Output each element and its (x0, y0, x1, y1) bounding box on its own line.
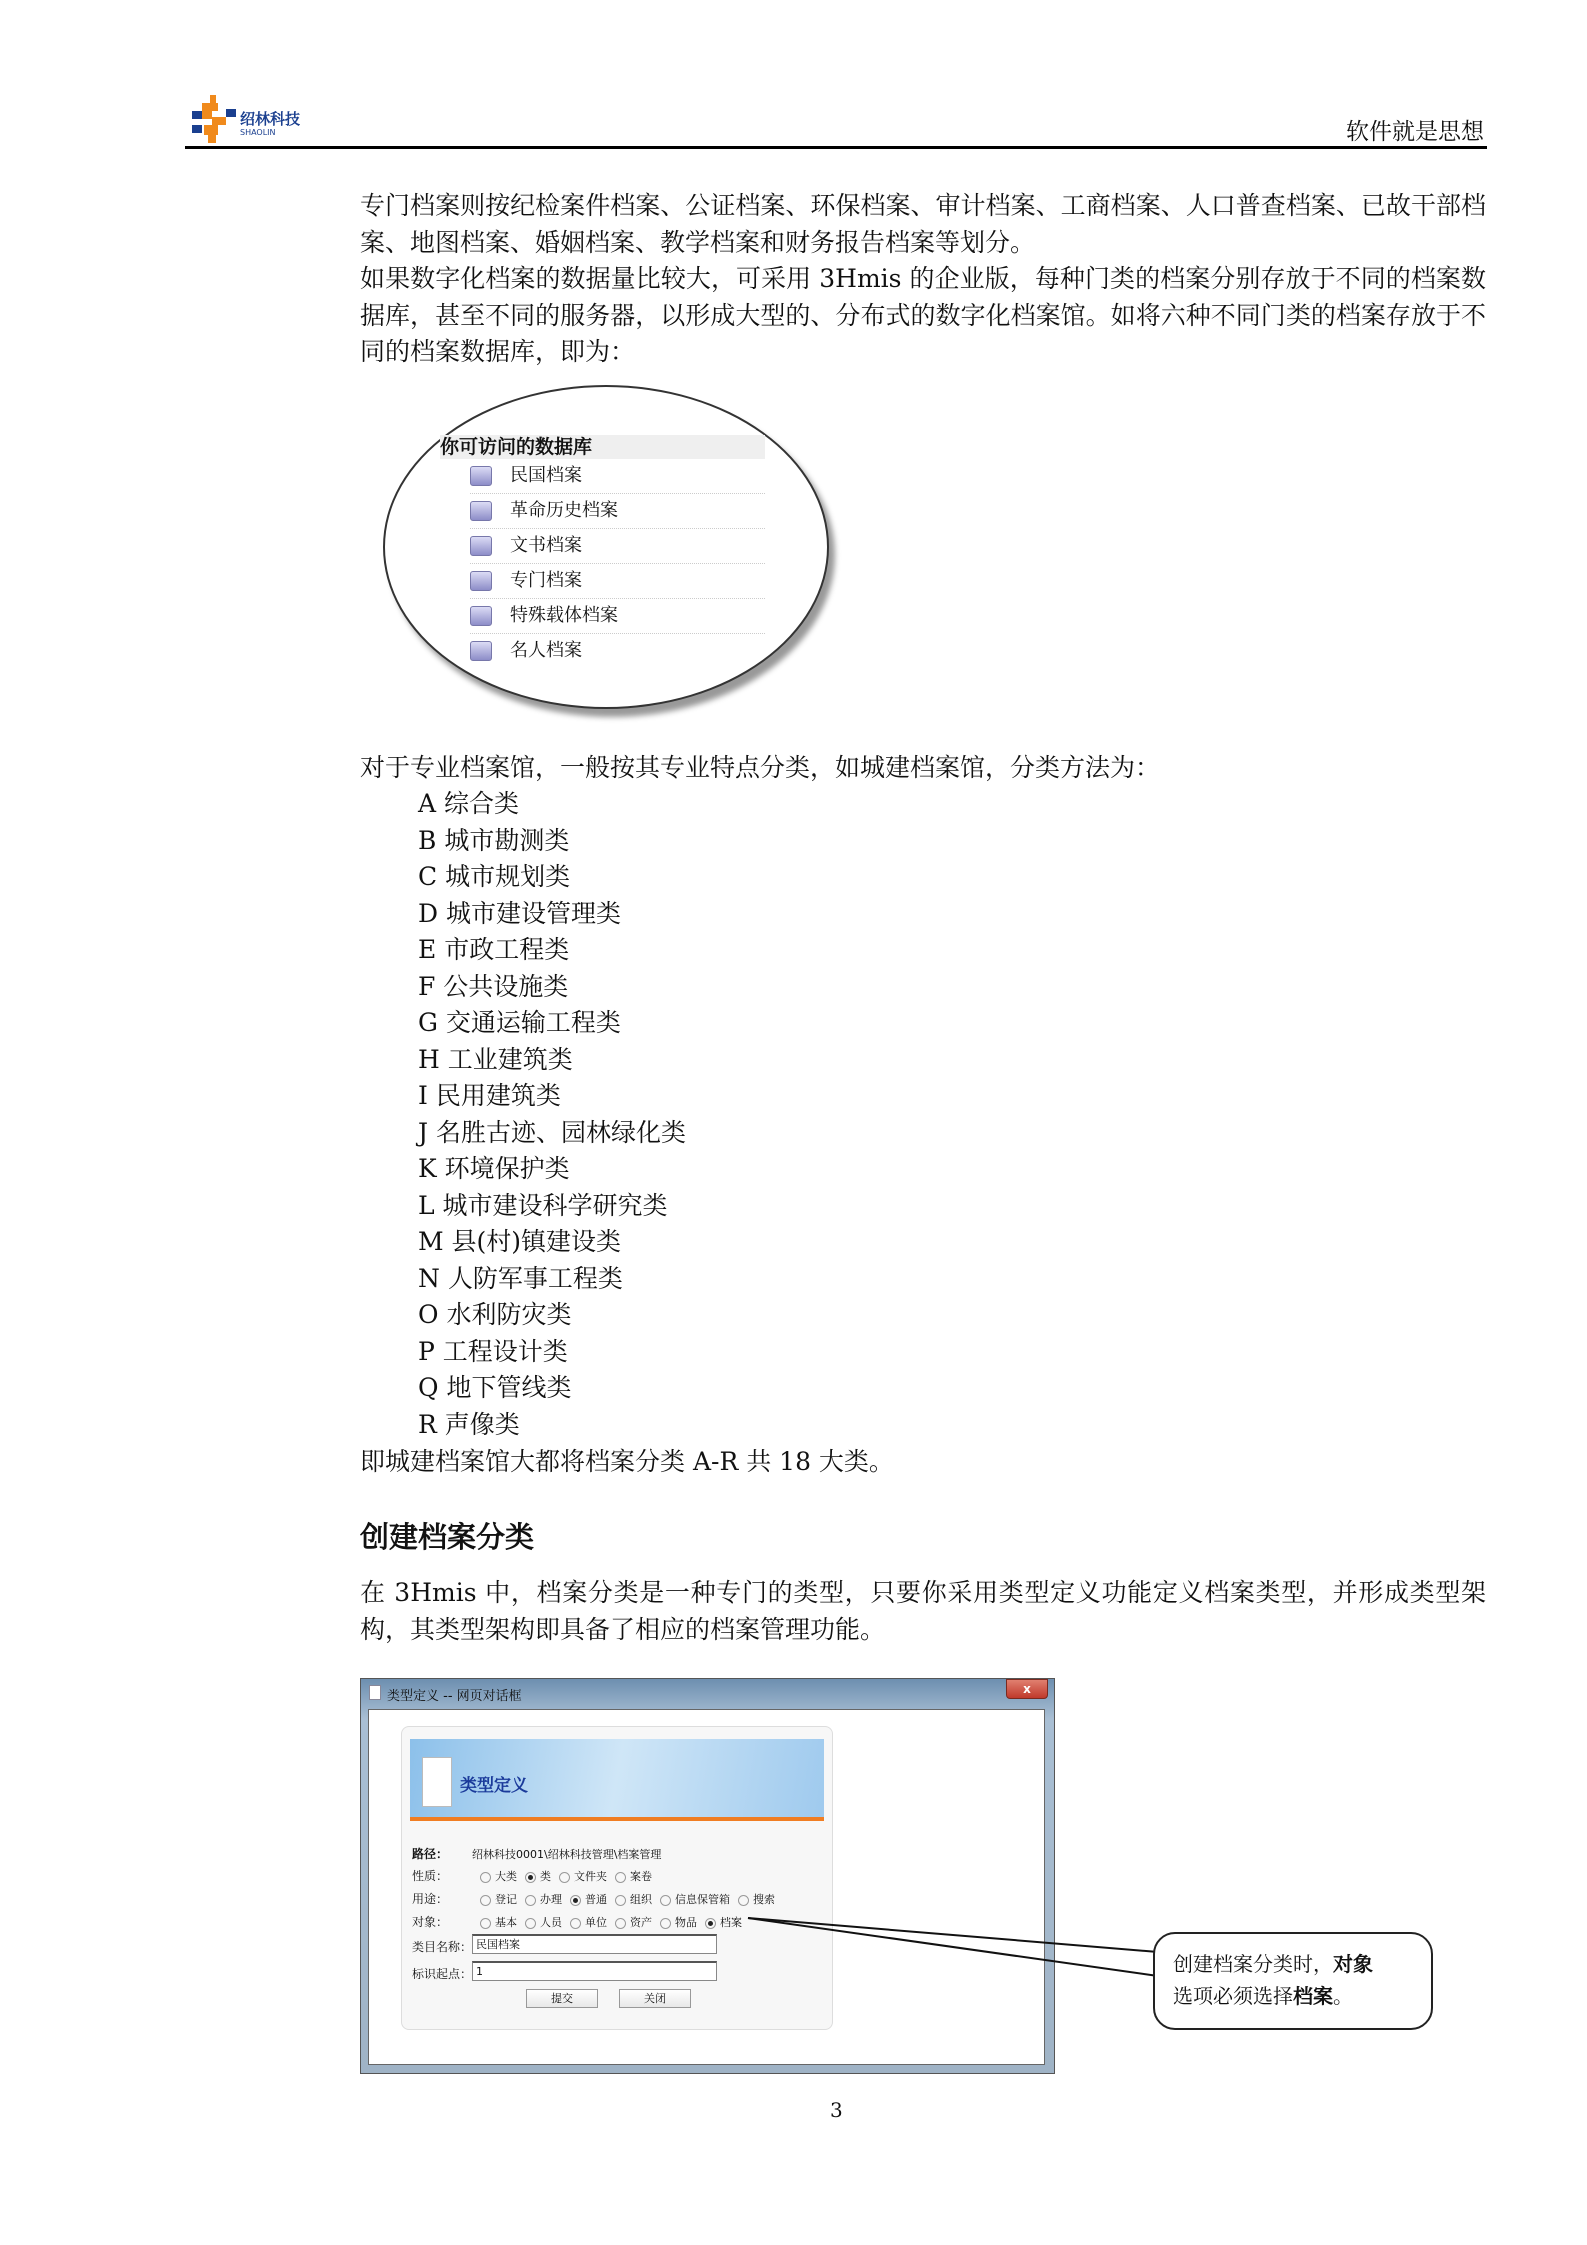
radio-label: 组织 (630, 1893, 652, 1906)
category-item: E 市政工程类 (418, 935, 570, 964)
database-item[interactable]: 特殊载体档案 (470, 599, 765, 634)
path-value: 绍林科技0001\绍林科技管理\档案管理 (472, 1848, 662, 1861)
page-number: 3 (830, 2098, 843, 2122)
object-label: 对象： (412, 1915, 449, 1929)
database-panel-title: 你可访问的数据库 (440, 435, 765, 459)
category-item: H 工业建筑类 (418, 1044, 573, 1074)
callout-note: 创建档案分类时，对象 选项必须选择档案。 (1153, 1932, 1433, 2030)
radio-label: 资产 (630, 1916, 652, 1929)
category-item: Q 地下管线类 (418, 1373, 572, 1402)
section-heading: 创建档案分类 (360, 1520, 535, 1554)
database-item[interactable]: 专门档案 (470, 564, 765, 599)
database-item[interactable]: 革命历史档案 (470, 494, 765, 529)
category-item: G 交通运输工程类 (418, 1008, 621, 1037)
category-item: I 民用建筑类 (418, 1081, 561, 1110)
start-point-input[interactable]: 1 (472, 1961, 717, 1981)
logo-text: 绍林科技 (240, 110, 301, 128)
category-item: A 综合类 (418, 789, 520, 818)
radio-label: 单位 (585, 1916, 607, 1929)
radio-label: 档案 (720, 1916, 742, 1929)
category-item: D 城市建设管理类 (418, 898, 621, 928)
radio-label: 普通 (585, 1893, 607, 1906)
use-label: 用途： (412, 1892, 449, 1906)
radio-label: 登记 (495, 1893, 517, 1906)
database-item[interactable]: 文书档案 (470, 529, 765, 564)
database-item[interactable]: 民国档案 (470, 459, 765, 494)
close-button[interactable]: x (1006, 1679, 1048, 1699)
radio-label: 大类 (495, 1870, 517, 1883)
radio-label: 物品 (675, 1916, 697, 1929)
radio-label: 搜索 (753, 1893, 775, 1906)
radio-label: 人员 (540, 1916, 562, 1929)
radio-label: 基本 (495, 1916, 517, 1929)
radio-label: 文件夹 (574, 1870, 607, 1883)
category-name-input[interactable]: 民国档案 (472, 1934, 717, 1954)
path-label: 路径： (412, 1847, 449, 1861)
radio-label: 信息保管箱 (675, 1893, 730, 1906)
submit-button[interactable]: 提交 (526, 1989, 598, 2008)
name-label: 类目名称： (412, 1940, 473, 1954)
radio-label: 办理 (540, 1893, 562, 1906)
category-item: C 城市规划类 (418, 862, 571, 891)
category-item: M 县(村)镇建设类 (418, 1227, 622, 1256)
summary-text: 即城建档案馆大都将档案分类 A-R 共 18 大类。 (360, 1447, 894, 1476)
database-item[interactable]: 名人档案 (470, 634, 765, 668)
intro-text: 对于专业档案馆，一般按其专业特点分类，如城建档案馆，分类方法为： (360, 753, 1161, 782)
nature-label: 性质： (412, 1869, 449, 1883)
start-label: 标识起点： (412, 1967, 473, 1981)
dialog-title: 类型定义 -- 网页对话框 (387, 1689, 522, 1704)
category-item: L 城市建设科学研究类 (418, 1190, 668, 1220)
paragraph-2: 如果数字化档案的数据量比较大，可采用 3Hmis 的企业版，每种门类的档案分别存放于不同的档案数据库，甚至不同的服务器，以形成大型的、分布式的数字化档案馆。如将六种不同门类的档案存放于不同的档案数据库，即为： (360, 264, 1486, 366)
category-item: J 名胜古迹、园林绿化类 (418, 1117, 686, 1147)
banner-title: 类型定义 (460, 1776, 528, 1796)
category-item: B 城市勘测类 (418, 825, 570, 855)
category-item: R 声像类 (418, 1409, 520, 1439)
radio-label: 类 (540, 1870, 551, 1883)
paragraph-3: 在 3Hmis 中，档案分类是一种专门的类型，只要你采用类型定义功能定义档案类型，并形成类型架构，其类型架构即具备了相应的档案管理功能。 (360, 1578, 1486, 1644)
category-item: P 工程设计类 (418, 1336, 568, 1366)
close-dialog-button[interactable]: 关闭 (619, 1989, 691, 2008)
category-item: N 人防军事工程类 (418, 1263, 623, 1293)
paragraph-1: 专门档案则按纪检案件档案、公证档案、环保档案、审计档案、工商档案、人口普查档案、已故干部档案、地图档案、婚姻档案、教学档案和财务报告档案等划分。 (360, 191, 1486, 257)
category-item: F 公共设施类 (418, 971, 569, 1001)
radio-label: 案卷 (630, 1870, 652, 1883)
header-slogan: 软件就是思想 (1346, 119, 1484, 145)
category-item: O 水利防灾类 (418, 1300, 572, 1329)
logo-subtext: SHAOLIN (240, 128, 276, 137)
category-item: K 环境保护类 (418, 1154, 570, 1183)
